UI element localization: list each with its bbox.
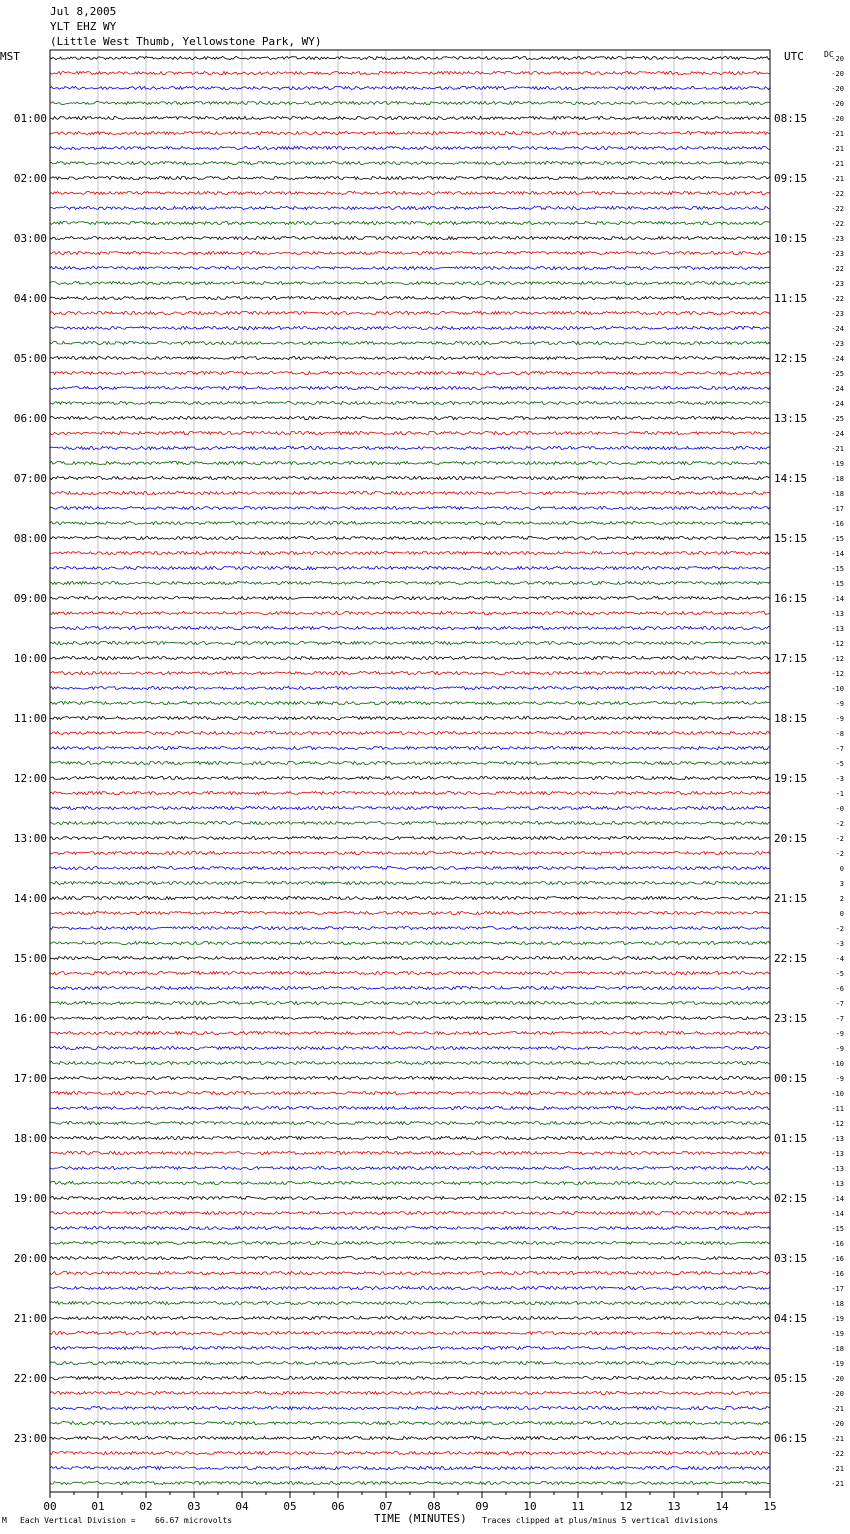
seismic-trace [50, 716, 770, 719]
seismic-trace [50, 506, 770, 509]
x-tick-label: 05 [283, 1500, 297, 1513]
dc-offset-label: -1 [835, 790, 844, 798]
dc-offset-label: -17 [831, 1285, 844, 1293]
seismic-trace [50, 986, 770, 989]
seismic-trace [50, 281, 770, 284]
dc-offset-label: -7 [835, 1000, 844, 1008]
dc-offset-label: -22 [831, 1450, 844, 1458]
seismic-trace [50, 1271, 770, 1274]
right-hour-label: 22:15 [774, 952, 808, 965]
dc-offset-label: -13 [831, 1180, 844, 1188]
seismic-trace [50, 491, 770, 494]
dc-offset-label: -25 [831, 415, 844, 423]
seismic-trace [50, 1421, 770, 1424]
dc-offset-label: 3 [839, 880, 844, 888]
seismic-trace [50, 1256, 770, 1259]
seismic-trace [50, 251, 770, 254]
right-hour-label: 05:15 [774, 1372, 808, 1385]
left-hour-label: 12:00 [13, 772, 47, 785]
seismic-trace [50, 1196, 770, 1199]
x-tick-label: 10 [523, 1500, 537, 1513]
right-hour-label: 00:15 [774, 1072, 808, 1085]
dc-offset-label: -22 [831, 220, 844, 228]
seismic-trace [50, 341, 770, 344]
seismic-trace [50, 686, 770, 689]
seismic-trace [50, 236, 770, 239]
right-hour-label: 19:15 [774, 772, 808, 785]
x-tick-label: 07 [379, 1500, 393, 1513]
seismic-trace [50, 401, 770, 404]
dc-offset-label: -23 [831, 340, 844, 348]
seismic-trace [50, 626, 770, 629]
left-hour-label: 09:00 [13, 592, 47, 605]
seismic-trace [50, 881, 770, 884]
dc-offset-label: -15 [831, 565, 844, 573]
seismic-trace [50, 266, 770, 269]
right-timezone-label: UTC [784, 50, 804, 63]
plot-date: Jul 8,2005 [50, 5, 117, 18]
seismic-trace [50, 1316, 770, 1319]
dc-offset-label: 0 [839, 865, 844, 873]
dc-offset-label: -22 [831, 190, 844, 198]
dc-offset-label: -5 [835, 970, 844, 978]
left-hour-label: 19:00 [13, 1192, 47, 1205]
dc-offset-label: -21 [831, 1435, 844, 1443]
dc-offset-label: -0 [835, 805, 844, 813]
right-hour-label: 15:15 [774, 532, 808, 545]
seismic-trace [50, 206, 770, 209]
dc-offset-label: -22 [831, 295, 844, 303]
right-hour-label: 14:15 [774, 472, 808, 485]
dc-offset-label: -20 [831, 85, 844, 93]
dc-offset-label: -4 [835, 955, 844, 963]
x-tick-label: 01 [91, 1500, 105, 1513]
seismic-trace [50, 956, 770, 959]
seismic-trace [50, 1031, 770, 1034]
dc-offset-label: 0 [839, 910, 844, 918]
right-hour-label: 10:15 [774, 232, 808, 245]
seismic-trace [50, 1151, 770, 1154]
seismic-trace [50, 671, 770, 674]
seismic-trace [50, 1361, 770, 1364]
x-tick-label: 00 [43, 1500, 57, 1513]
right-hour-label: 12:15 [774, 352, 808, 365]
seismic-trace [50, 1406, 770, 1409]
seismic-trace [50, 566, 770, 569]
seismic-trace [50, 821, 770, 824]
left-hour-label: 05:00 [13, 352, 47, 365]
seismic-trace [50, 776, 770, 779]
dc-offset-label: -10 [831, 1060, 844, 1068]
seismic-trace [50, 1286, 770, 1289]
dc-offset-label: -2 [835, 820, 844, 828]
seismic-trace [50, 1136, 770, 1139]
seismic-trace [50, 326, 770, 329]
dc-offset-label: -22 [831, 265, 844, 273]
dc-offset-label: -17 [831, 505, 844, 513]
x-tick-label: 08 [427, 1500, 441, 1513]
dc-offset-label: -16 [831, 1270, 844, 1278]
right-hour-label: 23:15 [774, 1012, 808, 1025]
dc-offset-label: -18 [831, 475, 844, 483]
seismic-trace [50, 1211, 770, 1214]
x-tick-label: 12 [619, 1500, 633, 1513]
dc-offset-label: -25 [831, 370, 844, 378]
dc-offset-label: -14 [831, 1195, 844, 1203]
dc-offset-label: -8 [835, 730, 844, 738]
dc-offset-label: -10 [831, 685, 844, 693]
dc-offset-label: -18 [831, 490, 844, 498]
left-hour-label: 03:00 [13, 232, 47, 245]
seismic-trace [50, 521, 770, 524]
left-hour-label: 14:00 [13, 892, 47, 905]
x-tick-label: 11 [571, 1500, 585, 1513]
right-hour-label: 03:15 [774, 1252, 808, 1265]
right-hour-label: 11:15 [774, 292, 808, 305]
footer-mark: M [2, 1516, 7, 1525]
seismic-trace [50, 611, 770, 614]
dc-offset-label: -16 [831, 1255, 844, 1263]
seismic-trace [50, 806, 770, 809]
seismic-trace [50, 146, 770, 149]
seismic-trace [50, 1391, 770, 1394]
dc-offset-label: -13 [831, 610, 844, 618]
x-tick-label: 04 [235, 1500, 249, 1513]
dc-offset-label: -11 [831, 1105, 844, 1113]
dc-offset-label: -9 [835, 1075, 844, 1083]
seismic-trace [50, 86, 770, 89]
x-tick-label: 14 [715, 1500, 729, 1513]
dc-offset-label: -18 [831, 1300, 844, 1308]
dc-offset-label: 2 [839, 895, 844, 903]
seismic-trace [50, 1436, 770, 1439]
dc-offset-label: -12 [831, 640, 844, 648]
left-hour-label: 13:00 [13, 832, 47, 845]
seismic-trace [50, 851, 770, 854]
seismic-trace [50, 191, 770, 194]
right-hour-label: 13:15 [774, 412, 808, 425]
seismic-trace [50, 1451, 770, 1454]
left-hour-label: 18:00 [13, 1132, 47, 1145]
seismic-trace [50, 641, 770, 644]
seismic-trace [50, 101, 770, 104]
dc-offset-label: -2 [835, 925, 844, 933]
dc-offset-label: -24 [831, 400, 844, 408]
dc-offset-label: -13 [831, 625, 844, 633]
dc-offset-label: -12 [831, 670, 844, 678]
seismic-trace [50, 296, 770, 299]
dc-offset-label: -18 [831, 1345, 844, 1353]
seismic-trace [50, 1091, 770, 1094]
dc-offset-label: -19 [831, 1315, 844, 1323]
seismic-trace [50, 746, 770, 749]
seismic-trace [50, 116, 770, 119]
dc-offset-label: -23 [831, 235, 844, 243]
dc-offset-label: -12 [831, 1120, 844, 1128]
dc-offset-label: -20 [831, 100, 844, 108]
right-hour-label: 02:15 [774, 1192, 808, 1205]
dc-offset-label: -6 [835, 985, 844, 993]
left-hour-label: 20:00 [13, 1252, 47, 1265]
seismic-trace [50, 971, 770, 974]
dc-offset-label: -16 [831, 520, 844, 528]
seismic-trace [50, 536, 770, 539]
dc-offset-label: -14 [831, 550, 844, 558]
dc-offset-label: -13 [831, 1135, 844, 1143]
footer-clip-text: Traces clipped at plus/minus 5 vertical divisions [482, 1516, 719, 1525]
seismic-trace [50, 551, 770, 554]
seismic-trace [50, 1481, 770, 1484]
seismic-trace [50, 371, 770, 374]
dc-offset-label: -9 [835, 1045, 844, 1053]
seismic-trace [50, 1076, 770, 1079]
x-tick-label: 06 [331, 1500, 345, 1513]
seismic-trace [50, 461, 770, 464]
seismic-trace [50, 56, 770, 59]
seismic-trace [50, 176, 770, 179]
left-hour-label: 01:00 [13, 112, 47, 125]
x-tick-label: 13 [667, 1500, 681, 1513]
dc-offset-label: -20 [831, 1375, 844, 1383]
dc-offset-label: -14 [831, 595, 844, 603]
dc-offset-label: -23 [831, 250, 844, 258]
dc-offset-label: -15 [831, 580, 844, 588]
label-group [14, 55, 844, 1513]
left-hour-label: 04:00 [13, 292, 47, 305]
seismic-trace [50, 941, 770, 944]
seismic-trace [50, 1001, 770, 1004]
seismic-trace [50, 1346, 770, 1349]
dc-offset-label: -24 [831, 325, 844, 333]
right-hour-label: 17:15 [774, 652, 808, 665]
seismic-trace [50, 1166, 770, 1169]
seismic-trace [50, 1121, 770, 1124]
seismic-trace [50, 596, 770, 599]
dc-offset-label: -3 [835, 775, 844, 783]
left-hour-label: 17:00 [13, 1072, 47, 1085]
dc-offset-label: -19 [831, 460, 844, 468]
seismic-trace [50, 221, 770, 224]
x-tick-label: 09 [475, 1500, 489, 1513]
x-tick-label: 15 [763, 1500, 777, 1513]
right-hour-label: 21:15 [774, 892, 808, 905]
seismic-trace [50, 1301, 770, 1304]
dc-offset-label: -15 [831, 535, 844, 543]
dc-offset-label: -23 [831, 310, 844, 318]
seismic-trace [50, 701, 770, 704]
dc-offset-label: -9 [835, 1030, 844, 1038]
seismic-trace [50, 1331, 770, 1334]
dc-offset-label: -21 [831, 1405, 844, 1413]
right-hour-label: 01:15 [774, 1132, 808, 1145]
seismic-trace [50, 416, 770, 419]
station-location: (Little West Thumb, Yellowstone Park, WY) [50, 35, 322, 48]
seismic-trace [50, 1181, 770, 1184]
seismic-trace [50, 791, 770, 794]
dc-offset-label: -14 [831, 1210, 844, 1218]
left-hour-label: 21:00 [13, 1312, 47, 1325]
seismic-trace [50, 356, 770, 359]
x-tick-label: 02 [139, 1500, 153, 1513]
seismic-trace [50, 71, 770, 74]
left-timezone-label: MST [0, 50, 20, 63]
seismic-trace [50, 911, 770, 914]
left-hour-label: 10:00 [13, 652, 47, 665]
seismic-trace [50, 161, 770, 164]
seismic-trace [50, 1241, 770, 1244]
dc-offset-label: -19 [831, 1360, 844, 1368]
dc-offset-label: -20 [831, 70, 844, 78]
dc-offset-label: -21 [831, 1465, 844, 1473]
seismic-trace [50, 1106, 770, 1109]
seismic-trace [50, 1061, 770, 1064]
dc-offset-label: -9 [835, 700, 844, 708]
dc-offset-label: -3 [835, 940, 844, 948]
seismic-trace [50, 836, 770, 839]
right-hour-label: 06:15 [774, 1432, 808, 1445]
seismic-trace [50, 446, 770, 449]
right-hour-label: 04:15 [774, 1312, 808, 1325]
dc-offset-label: -5 [835, 760, 844, 768]
dc-offset-label: -20 [831, 115, 844, 123]
left-hour-label: 02:00 [13, 172, 47, 185]
left-hour-label: 08:00 [13, 532, 47, 545]
dc-offset-label: -20 [831, 1420, 844, 1428]
right-hour-label: 20:15 [774, 832, 808, 845]
seismic-trace [50, 1466, 770, 1469]
dc-offset-label: -9 [835, 715, 844, 723]
right-hour-label: 16:15 [774, 592, 808, 605]
seismic-trace [50, 761, 770, 764]
seismic-trace [50, 1016, 770, 1019]
seismic-trace [50, 866, 770, 869]
dc-offset-header: DC [824, 50, 834, 59]
dc-offset-label: -20 [831, 55, 844, 63]
dc-offset-label: -24 [831, 385, 844, 393]
dc-offset-label: -16 [831, 1240, 844, 1248]
dc-offset-label: -19 [831, 1330, 844, 1338]
left-hour-label: 22:00 [13, 1372, 47, 1385]
dc-offset-label: -13 [831, 1165, 844, 1173]
dc-offset-label: -12 [831, 655, 844, 663]
left-hour-label: 07:00 [13, 472, 47, 485]
dc-offset-label: -21 [831, 1480, 844, 1488]
left-hour-label: 16:00 [13, 1012, 47, 1025]
footer-scale-value: 66.67 microvolts [155, 1516, 233, 1525]
seismic-trace [50, 311, 770, 314]
seismic-trace [50, 386, 770, 389]
seismic-trace [50, 1226, 770, 1229]
dc-offset-label: -24 [831, 355, 844, 363]
dc-offset-label: -2 [835, 835, 844, 843]
dc-offset-label: -21 [831, 160, 844, 168]
seismic-trace [50, 926, 770, 929]
seismic-trace [50, 581, 770, 584]
dc-offset-label: -15 [831, 1225, 844, 1233]
dc-offset-label: -10 [831, 1090, 844, 1098]
seismic-trace [50, 731, 770, 734]
trace-group [50, 56, 770, 1484]
left-hour-label: 15:00 [13, 952, 47, 965]
dc-offset-label: -7 [835, 745, 844, 753]
dc-offset-label: -20 [831, 1390, 844, 1398]
x-axis-label: TIME (MINUTES) [374, 1512, 467, 1525]
left-hour-label: 11:00 [13, 712, 47, 725]
dc-offset-label: -24 [831, 430, 844, 438]
dc-offset-label: -22 [831, 205, 844, 213]
right-hour-label: 18:15 [774, 712, 808, 725]
footer-scale-text: Each Vertical Division = [20, 1516, 136, 1525]
seismic-trace [50, 1376, 770, 1379]
right-hour-label: 09:15 [774, 172, 808, 185]
dc-offset-label: -21 [831, 175, 844, 183]
x-tick-label: 03 [187, 1500, 201, 1513]
seismic-trace [50, 1046, 770, 1049]
left-hour-label: 23:00 [13, 1432, 47, 1445]
dc-offset-label: -23 [831, 280, 844, 288]
seismic-trace [50, 131, 770, 134]
dc-offset-label: -21 [831, 445, 844, 453]
dc-offset-label: -21 [831, 145, 844, 153]
seismic-trace [50, 896, 770, 899]
station-code: YLT EHZ WY [50, 20, 117, 33]
right-hour-label: 08:15 [774, 112, 808, 125]
dc-offset-label: -21 [831, 130, 844, 138]
seismic-trace [50, 476, 770, 479]
seismic-trace [50, 431, 770, 434]
dc-offset-label: -2 [835, 850, 844, 858]
left-hour-label: 06:00 [13, 412, 47, 425]
seismic-trace [50, 656, 770, 659]
dc-offset-label: -7 [835, 1015, 844, 1023]
dc-offset-label: -13 [831, 1150, 844, 1158]
